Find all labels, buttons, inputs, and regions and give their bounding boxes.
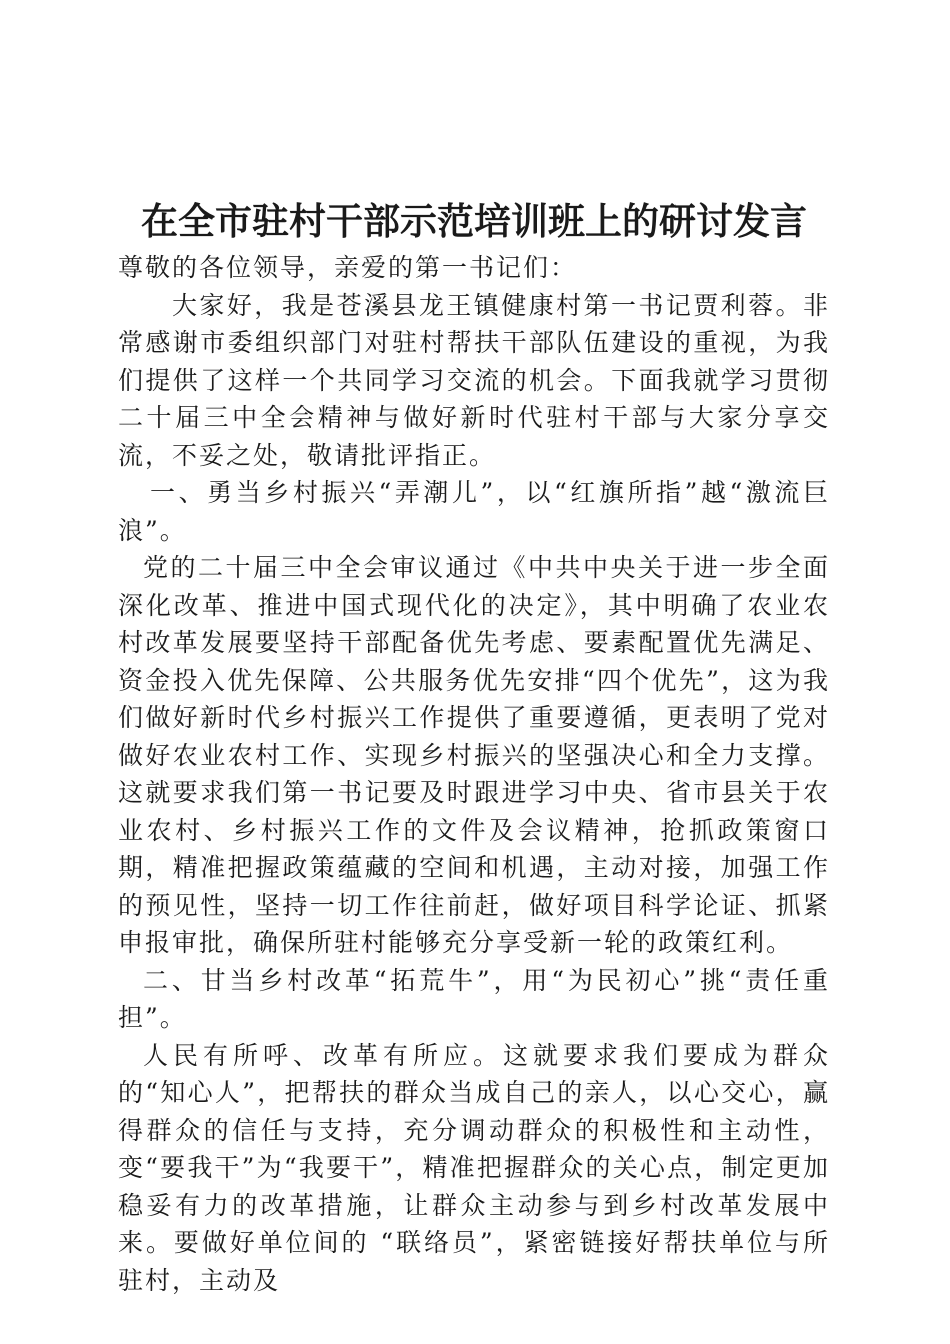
greeting-paragraph: 尊敬的各位领导，亲爱的第一书记们： bbox=[118, 253, 578, 282]
document-title: 在全市驻村干部示范培训班上的研讨发言 bbox=[141, 199, 807, 243]
body-paragraph-1: 党的二十届三中全会审议通过《中共中央关于进一步全面深化改革、推进中国式现代化的决定》，其中明确了农业农村改革发展要坚持干部配备优先考虑、要素配置优先满足、资金投入优先保障、公共服务优先安排“四个优先”，这为我们做好新时代乡村振兴工作提供了重要遵循，更表明了党对做好农业农村工作、实现乡村振兴的坚强决心和全力支撑。这就要求我们第一书记要及时跟进学习中央、省市县关于农业农村、乡村振兴工作的文件及会议精神，抢抓政策窗口期，精准把握政策蕴藏的空间和机遇，主动对接，加强工作的预见性，坚持一切工作往前赶，做好项目科学论证、抓紧申报审批，确保所驻村能够充分享受新一轮的政策红利。 bbox=[118, 553, 830, 957]
document-page bbox=[118, 190, 830, 1299]
body-paragraph-2: 人民有所呼、改革有所应。这就要求我们要成为群众的“知心人”，把帮扶的群众当成自己的亲人，以心交心，赢得群众的信任与支持，充分调动群众的积极性和主动性，变“要我干”为“我要干”，精准把握群众的关心点，制定更加稳妥有力的改革措施，让群众主动参与到乡村改革发展中来。要做好单位间的 “联络员”，紧密链接好帮扶单位与所驻村，主动及 bbox=[118, 1040, 830, 1295]
intro-paragraph: 大家好，我是苍溪县龙王镇健康村第一书记贾利蓉。非常感谢市委组织部门对驻村帮扶干部队伍建设的重视，为我们提供了这样一个共同学习交流的机会。下面我就学习贯彻二十届三中全会精神与做好新时代驻村干部与大家分享交流，不妥之处，敬请批评指正。 bbox=[118, 290, 830, 470]
section-heading-2: 二、甘当乡村改革“拓荒牛”，用“为民初心”挑“责任重担”。 bbox=[118, 965, 830, 1032]
section-heading-1: 一、勇当乡村振兴“弄潮儿”，以“红旗所指”越“激流巨浪”。 bbox=[118, 478, 830, 545]
